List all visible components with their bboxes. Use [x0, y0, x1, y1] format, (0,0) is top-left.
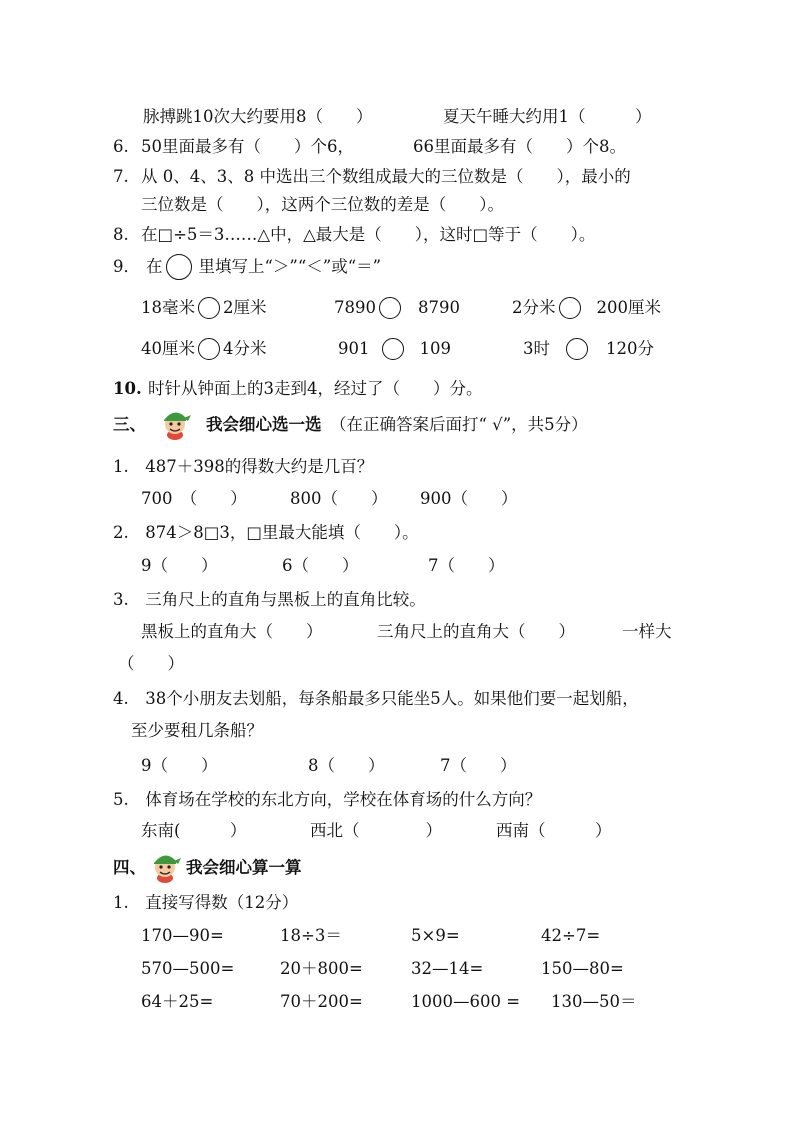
compare-item [338, 336, 451, 362]
q10-number: 10. [113, 379, 142, 398]
s3-q1: 1. 487＋398的得数大约是几百？ [113, 457, 374, 476]
calc-item: 150—80= [541, 959, 624, 978]
q9-number: 9． [113, 257, 140, 276]
q8-number: 8. [113, 225, 129, 244]
q6-part-b: 66里面最多有（ ）个8。 [413, 137, 626, 156]
calc-item: 20＋800= [280, 959, 363, 978]
pulse-line-b: 夏天午睡大约用1（ ） [443, 107, 652, 126]
s3-q1-opt[interactable]: 700 （ ） [141, 489, 247, 508]
calc-item: 5×9= [411, 926, 460, 945]
q6-number: 6. [113, 137, 129, 156]
compare-circle[interactable] [198, 338, 220, 360]
compare-item [512, 295, 661, 321]
q9-post: 里填写上“＞”“＜”或“＝” [198, 257, 382, 276]
calc-item: 570—500= [141, 959, 235, 978]
s4-q1: 1. 直接写得数（12分） [113, 893, 299, 912]
s3-q2-opt[interactable]: 6（ ） [282, 556, 359, 575]
compare-circle[interactable] [382, 338, 404, 360]
q7-number: 7. [113, 167, 129, 186]
s3-q4-opt[interactable]: 8（ ） [308, 756, 385, 775]
s3-q3-opt[interactable]: 三角尺上的直角大（ ） [377, 622, 575, 641]
compare-right: 8790 [418, 298, 460, 317]
section4-label: 四、 [113, 858, 146, 877]
compare-item [141, 336, 267, 362]
compare-item [523, 336, 654, 362]
calc-item: 32—14= [411, 959, 484, 978]
q7-line2: 三位数是（ ），这两个三位数的差是（ ）。 [141, 195, 504, 214]
compare-circle[interactable] [379, 297, 401, 319]
compare-right: 200厘米 [596, 298, 661, 317]
section3-label: 三、 [113, 415, 146, 434]
compare-right: 120分 [606, 339, 654, 358]
section3-title: 我会细心选一选 [206, 415, 322, 434]
compare-right: 2厘米 [223, 298, 267, 317]
calc-item: 64＋25= [141, 992, 214, 1011]
compare-left: 2分米 [512, 298, 556, 317]
calc-item: 170—90= [141, 926, 224, 945]
calc-item: 130—50＝ [551, 992, 637, 1011]
compare-circle[interactable] [198, 297, 220, 319]
kid-mascot-icon [158, 406, 192, 440]
s3-q5-opt[interactable]: 东南( ） [141, 821, 247, 840]
compare-circle[interactable] [566, 338, 588, 360]
compare-right: 4分米 [223, 339, 267, 358]
compare-left: 18毫米 [141, 298, 195, 317]
s3-q5: 5. 体育场在学校的东北方向，学校在体育场的什么方向？ [113, 790, 542, 809]
section3-note: （在正确答案后面打“ √”，共5分） [330, 415, 588, 434]
compare-right: 109 [419, 339, 451, 358]
calc-item: 18÷3＝ [280, 926, 342, 945]
s3-q2: 2. 874＞8□3，□里最大能填（ ）。 [113, 523, 419, 542]
calc-item: 1000—600 = [411, 992, 521, 1011]
s3-q4-line2: 至少要租几条船？ [131, 721, 263, 740]
s3-q3-tail[interactable]: （ ） [118, 654, 184, 673]
s3-q5-opt[interactable]: 西南（ ） [496, 821, 612, 840]
compare-left: 40厘米 [141, 339, 195, 358]
compare-circle[interactable] [559, 297, 581, 319]
kid-mascot-icon [148, 849, 182, 883]
q9-instruction [113, 254, 381, 280]
s3-q4-opt[interactable]: 9（ ） [141, 756, 218, 775]
compare-left: 901 [338, 339, 370, 358]
q8-text: 在□÷5＝3……△中，△最大是（ ），这时□等于（ ）。 [141, 225, 596, 244]
compare-item [334, 295, 460, 321]
pulse-line-a: 脉搏跳10次大约要用8（ ） [143, 107, 373, 126]
section4-title: 我会细心算一算 [186, 858, 302, 877]
s3-q1-opt[interactable]: 800（ ） [290, 489, 388, 508]
compare-item [141, 295, 267, 321]
s3-q3-opt[interactable]: 黑板上的直角大（ ） [141, 622, 323, 641]
s3-q1-opt[interactable]: 900（ ） [420, 489, 518, 508]
calc-item: 70＋200= [280, 992, 363, 1011]
q9-pre: 在 [146, 257, 163, 276]
s3-q4-line1: 4. 38个小朋友去划船，每条船最多只能坐5人。如果他们要一起划船， [113, 689, 639, 708]
q7-line1: 从 0、4、3、8 中选出三个数组成最大的三位数是（ ），最小的 [141, 167, 631, 186]
compare-left: 3时 [523, 339, 550, 358]
s3-q2-opt[interactable]: 9（ ） [141, 556, 218, 575]
s3-q5-opt[interactable]: 西北（ ） [310, 821, 442, 840]
compare-left: 7890 [334, 298, 376, 317]
s3-q3-opt[interactable]: 一样大 [622, 622, 672, 641]
s3-q2-opt[interactable]: 7（ ） [428, 556, 505, 575]
calc-item: 42÷7= [541, 926, 601, 945]
q6-part-a: 50里面最多有（ ）个6， [141, 137, 354, 156]
q10-text: 时针从钟面上的3走到4，经过了（ ）分。 [148, 379, 483, 398]
s3-q3: 3. 三角尺上的直角与黑板上的直角比较。 [113, 590, 426, 609]
circle-icon [166, 254, 192, 280]
s3-q4-opt[interactable]: 7（ ） [440, 756, 517, 775]
